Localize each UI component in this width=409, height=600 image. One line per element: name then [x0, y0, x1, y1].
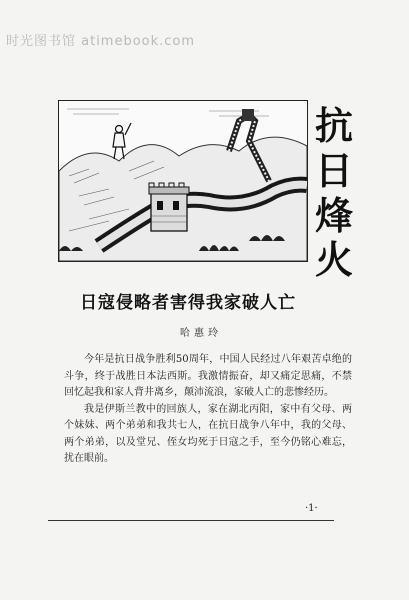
paragraph: 今年是抗日战争胜利50周年，中国人民经过八年艰苦卓绝的斗争，终于战胜日本法西斯。我激情振奋，却又痛定思痛，不禁回忆起我和家人背井离乡，颠沛流浪，家破人亡的悲惨经历。 [64, 354, 352, 398]
vertical-title-char: 日 [314, 147, 353, 193]
vertical-title-char: 抗 [314, 103, 353, 148]
watermark-text: 时光图书馆 atimebook.com [6, 34, 196, 49]
article-title: 日寇侵略者害得我家破人亡 [80, 293, 296, 313]
vertical-title-char: 火 [314, 237, 353, 283]
vertical-section-title [312, 104, 356, 283]
great-wall-illustration [58, 100, 308, 262]
bottom-divider [48, 520, 334, 521]
article-body [64, 352, 352, 468]
page-number: ·1· [305, 503, 318, 514]
vertical-title-char: 烽 [314, 192, 353, 238]
author-name: 哈惠玲 [180, 328, 222, 339]
great-wall-drawing [59, 101, 307, 261]
paragraph: 我是伊斯兰教中的回族人，家在湖北丙阳，家中有父母、两个妹妹、两个弟弟和我共七人，在抗日战争八年中，我的父母、两个弟弟，以及堂兄、侄女均死于日寇之手，至今仍铭心难忘，扰在眼前。 [64, 403, 352, 464]
